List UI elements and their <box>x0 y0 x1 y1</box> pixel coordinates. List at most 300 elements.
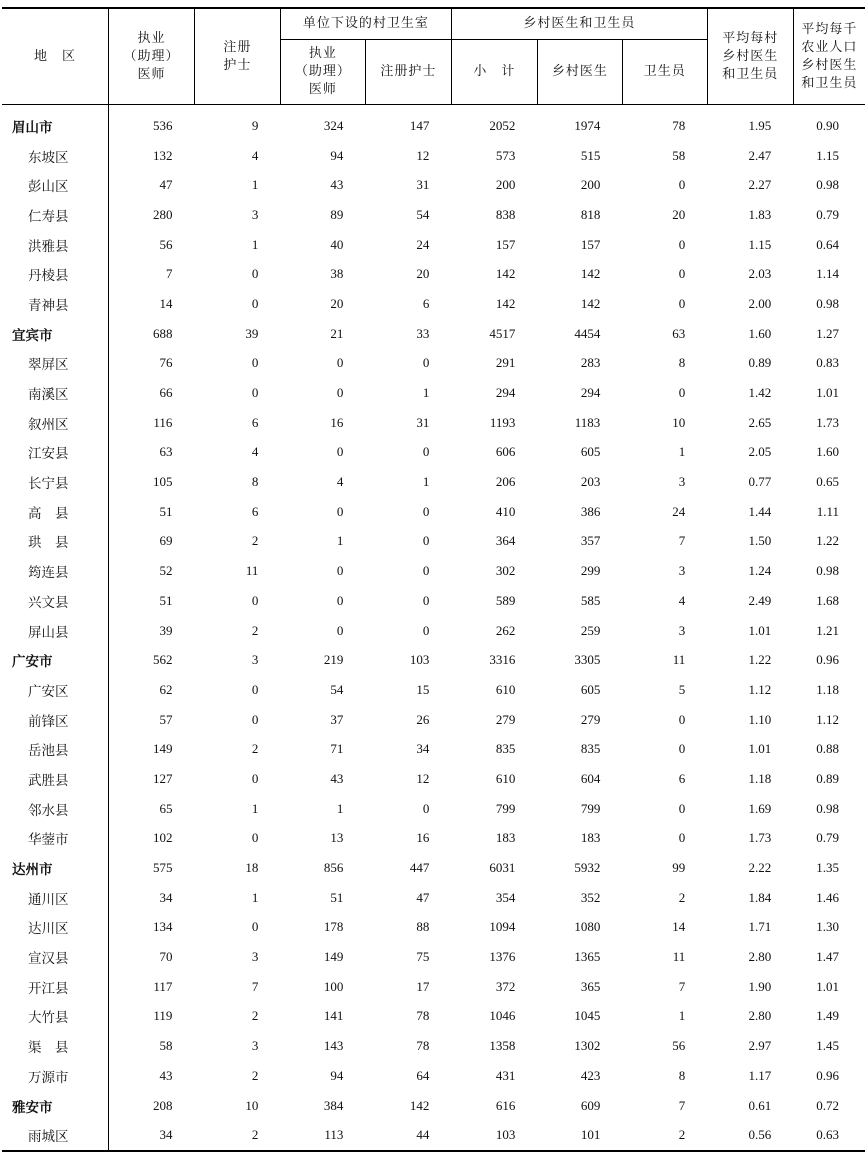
cell-village-doctors: 299 <box>580 563 601 579</box>
table-row-county <box>2 378 865 408</box>
cell-clinic-nurses: 15 <box>416 681 430 697</box>
cell-village-doctors: 1365 <box>574 949 601 965</box>
cell-doctors: 51 <box>159 592 173 608</box>
cell-health-workers: 20 <box>672 206 686 222</box>
cell-clinic-nurses: 54 <box>416 206 430 222</box>
cell-village-doctors: 259 <box>580 622 601 638</box>
header-village-clinic: 单位下设的村卫生室 <box>280 8 451 40</box>
cell-avg-per-village: 1.01 <box>748 622 772 638</box>
cell-avg-per-thousand: 1.11 <box>816 503 839 519</box>
cell-avg-per-village: 2.49 <box>748 592 772 608</box>
table-row-county <box>2 824 865 854</box>
cell-clinic-nurses: 103 <box>409 652 430 668</box>
table-row-county <box>2 1031 865 1061</box>
header-village-doctors: 乡村医生 <box>537 40 622 105</box>
header-avg-per-thousand: 平均每千 农业人口 乡村医生 和卫生员 <box>793 8 865 105</box>
cell-avg-per-village: 2.27 <box>748 177 772 193</box>
cell-health-workers: 5 <box>678 681 686 697</box>
cell-village-doctors: 585 <box>580 592 601 608</box>
cell-clinic-nurses: 147 <box>409 117 430 133</box>
cell-avg-per-village: 1.44 <box>748 503 772 519</box>
region-name-cell: 叙州区 <box>2 408 108 438</box>
table-row-county <box>2 259 865 289</box>
cell-village-doctors: 5932 <box>574 860 601 876</box>
cell-village-doctors: 357 <box>580 533 601 549</box>
cell-avg-per-thousand: 0.96 <box>816 652 839 668</box>
cell-avg-per-thousand: 1.14 <box>816 266 839 282</box>
cell-avg-per-thousand: 1.46 <box>816 889 839 905</box>
cell-clinic-doctors: 38 <box>330 266 344 282</box>
cell-health-workers: 0 <box>678 830 686 846</box>
cell-village-doctors: 818 <box>580 206 601 222</box>
header-region: 地 区 <box>2 8 108 105</box>
cell-avg-per-village: 0.56 <box>748 1127 772 1143</box>
cell-clinic-nurses: 31 <box>416 414 430 430</box>
region-name-cell: 宣汉县 <box>2 942 108 972</box>
cell-avg-per-thousand: 1.15 <box>816 147 839 163</box>
cell-avg-per-village: 2.80 <box>748 1008 772 1024</box>
table-row-county <box>2 764 865 794</box>
cell-clinic-doctors: 13 <box>330 830 344 846</box>
cell-village-doctors: 604 <box>580 770 601 786</box>
cell-clinic-nurses: 1 <box>422 474 430 490</box>
cell-subtotal: 302 <box>495 563 516 579</box>
cell-village-doctors: 283 <box>580 355 601 371</box>
table-row-county <box>2 200 865 230</box>
cell-doctors: 69 <box>159 533 173 549</box>
cell-avg-per-thousand: 0.63 <box>816 1127 839 1143</box>
cell-clinic-nurses: 26 <box>416 711 430 727</box>
cell-avg-per-village: 1.50 <box>748 533 772 549</box>
cell-clinic-nurses: 78 <box>416 1038 430 1054</box>
cell-village-doctors: 799 <box>580 800 601 816</box>
cell-health-workers: 1 <box>678 444 686 460</box>
cell-nurses: 4 <box>251 444 259 460</box>
cell-clinic-doctors: 219 <box>323 652 344 668</box>
cell-nurses: 2 <box>251 741 259 757</box>
cell-doctors: 51 <box>159 503 173 519</box>
cell-doctors: 66 <box>159 385 173 401</box>
cell-avg-per-thousand: 0.98 <box>816 295 839 311</box>
cell-health-workers: 11 <box>672 652 686 668</box>
cell-subtotal: 2052 <box>489 117 516 133</box>
cell-clinic-doctors: 100 <box>323 978 344 994</box>
cell-doctors: 132 <box>152 147 173 163</box>
cell-clinic-nurses: 24 <box>416 236 430 252</box>
cell-doctors: 105 <box>152 474 173 490</box>
cell-clinic-doctors: 54 <box>330 681 344 697</box>
table-row-county <box>2 734 865 764</box>
cell-nurses: 0 <box>251 385 259 401</box>
cell-clinic-nurses: 0 <box>422 563 430 579</box>
table-row-city <box>2 645 865 675</box>
cell-clinic-doctors: 856 <box>323 860 344 876</box>
region-name-cell: 广安市 <box>2 645 108 675</box>
cell-doctors: 134 <box>152 919 173 935</box>
table-row-county <box>2 408 865 438</box>
region-name-cell: 翠屏区 <box>2 349 108 379</box>
cell-avg-per-thousand: 1.01 <box>816 385 839 401</box>
table-body <box>2 105 865 1152</box>
cell-doctors: 688 <box>152 325 173 341</box>
cell-village-doctors: 3305 <box>574 652 601 668</box>
cell-clinic-doctors: 94 <box>330 1067 344 1083</box>
table-row-county <box>2 141 865 171</box>
table-header <box>2 8 865 105</box>
cell-health-workers: 63 <box>672 325 686 341</box>
cell-clinic-nurses: 88 <box>416 919 430 935</box>
cell-clinic-nurses: 64 <box>416 1067 430 1083</box>
cell-health-workers: 56 <box>672 1038 686 1054</box>
cell-health-workers: 7 <box>678 1097 686 1113</box>
cell-nurses: 11 <box>245 563 259 579</box>
cell-clinic-nurses: 33 <box>416 325 430 341</box>
cell-nurses: 0 <box>251 355 259 371</box>
cell-doctors: 102 <box>152 830 173 846</box>
cell-clinic-doctors: 37 <box>330 711 344 727</box>
cell-nurses: 0 <box>251 592 259 608</box>
cell-nurses: 6 <box>251 414 259 430</box>
cell-avg-per-thousand: 1.47 <box>816 949 839 965</box>
health-personnel-table <box>2 7 865 1152</box>
cell-avg-per-thousand: 0.98 <box>816 800 839 816</box>
cell-village-doctors: 1080 <box>574 919 601 935</box>
region-name-cell: 江安县 <box>2 438 108 468</box>
table-row-county <box>2 883 865 913</box>
table-row-county <box>2 527 865 557</box>
table-row-county <box>2 289 865 319</box>
cell-clinic-doctors: 0 <box>336 592 344 608</box>
cell-nurses: 0 <box>251 830 259 846</box>
cell-clinic-nurses: 142 <box>409 1097 430 1113</box>
cell-health-workers: 2 <box>678 1127 686 1143</box>
cell-health-workers: 0 <box>678 266 686 282</box>
cell-avg-per-village: 2.47 <box>748 147 772 163</box>
cell-nurses: 0 <box>251 681 259 697</box>
cell-clinic-doctors: 324 <box>323 117 344 133</box>
cell-clinic-doctors: 4 <box>336 474 344 490</box>
cell-avg-per-thousand: 1.49 <box>816 1008 839 1024</box>
cell-avg-per-thousand: 1.30 <box>816 919 839 935</box>
cell-health-workers: 0 <box>678 236 686 252</box>
cell-nurses: 0 <box>251 295 259 311</box>
cell-avg-per-thousand: 1.18 <box>816 681 839 697</box>
cell-nurses: 10 <box>245 1097 259 1113</box>
cell-clinic-nurses: 78 <box>416 1008 430 1024</box>
cell-village-doctors: 386 <box>580 503 601 519</box>
cell-health-workers: 3 <box>678 563 686 579</box>
cell-health-workers: 58 <box>672 147 686 163</box>
cell-subtotal: 3316 <box>489 652 516 668</box>
table-row-county <box>2 913 865 943</box>
table-row-county <box>2 794 865 824</box>
cell-village-doctors: 142 <box>580 295 601 311</box>
cell-subtotal: 279 <box>495 711 516 727</box>
cell-clinic-doctors: 20 <box>330 295 344 311</box>
cell-doctors: 63 <box>159 444 173 460</box>
cell-doctors: 536 <box>152 117 173 133</box>
cell-health-workers: 99 <box>672 860 686 876</box>
table-row-county <box>2 467 865 497</box>
table-row-city <box>2 1091 865 1121</box>
cell-subtotal: 1376 <box>489 949 516 965</box>
cell-doctors: 149 <box>152 741 173 757</box>
cell-nurses: 1 <box>251 800 259 816</box>
region-name-cell: 长宁县 <box>2 467 108 497</box>
cell-clinic-doctors: 0 <box>336 385 344 401</box>
cell-doctors: 43 <box>159 1067 173 1083</box>
region-name-cell: 青神县 <box>2 289 108 319</box>
region-name-cell: 雅安市 <box>2 1091 108 1121</box>
cell-avg-per-thousand: 1.68 <box>816 592 839 608</box>
cell-health-workers: 7 <box>678 978 686 994</box>
cell-avg-per-village: 1.73 <box>748 830 772 846</box>
cell-nurses: 0 <box>251 919 259 935</box>
cell-nurses: 8 <box>251 474 259 490</box>
cell-health-workers: 0 <box>678 711 686 727</box>
cell-doctors: 47 <box>159 177 173 193</box>
cell-avg-per-thousand: 0.88 <box>816 741 839 757</box>
cell-nurses: 0 <box>251 266 259 282</box>
header-nurses: 注册 护士 <box>194 8 280 105</box>
table-row-county <box>2 349 865 379</box>
cell-village-doctors: 605 <box>580 681 601 697</box>
cell-clinic-doctors: 51 <box>330 889 344 905</box>
region-name-cell: 兴文县 <box>2 586 108 616</box>
cell-clinic-nurses: 0 <box>422 503 430 519</box>
cell-avg-per-thousand: 0.89 <box>816 770 839 786</box>
cell-village-doctors: 1974 <box>574 117 601 133</box>
table-row-county <box>2 675 865 705</box>
cell-avg-per-village: 1.10 <box>748 711 772 727</box>
cell-clinic-doctors: 43 <box>330 177 344 193</box>
cell-subtotal: 200 <box>495 177 516 193</box>
cell-village-doctors: 101 <box>580 1127 601 1143</box>
cell-doctors: 62 <box>159 681 173 697</box>
cell-doctors: 76 <box>159 355 173 371</box>
cell-subtotal: 157 <box>495 236 516 252</box>
cell-subtotal: 4517 <box>489 325 516 341</box>
cell-clinic-doctors: 384 <box>323 1097 344 1113</box>
cell-doctors: 7 <box>165 266 173 282</box>
cell-subtotal: 294 <box>495 385 516 401</box>
cell-health-workers: 24 <box>672 503 686 519</box>
cell-subtotal: 431 <box>495 1067 516 1083</box>
cell-health-workers: 1 <box>678 1008 686 1024</box>
cell-health-workers: 2 <box>678 889 686 905</box>
cell-nurses: 1 <box>251 236 259 252</box>
cell-avg-per-village: 2.00 <box>748 295 772 311</box>
region-name-cell: 前锋区 <box>2 705 108 735</box>
cell-clinic-nurses: 1 <box>422 385 430 401</box>
cell-village-doctors: 4454 <box>574 325 601 341</box>
cell-village-doctors: 1183 <box>574 414 601 430</box>
cell-doctors: 65 <box>159 800 173 816</box>
cell-health-workers: 0 <box>678 295 686 311</box>
table-row-city <box>2 319 865 349</box>
region-name-cell: 大竹县 <box>2 1002 108 1032</box>
region-name-cell: 珙 县 <box>2 527 108 557</box>
cell-village-doctors: 157 <box>580 236 601 252</box>
cell-clinic-doctors: 113 <box>324 1127 344 1143</box>
cell-doctors: 127 <box>152 770 173 786</box>
cell-clinic-doctors: 143 <box>323 1038 344 1054</box>
cell-avg-per-village: 1.01 <box>748 741 772 757</box>
header-subtotal: 小 计 <box>451 40 537 105</box>
cell-clinic-doctors: 1 <box>336 533 344 549</box>
cell-subtotal: 799 <box>495 800 516 816</box>
statistics-table-container <box>0 7 867 1152</box>
cell-subtotal: 183 <box>495 830 516 846</box>
cell-subtotal: 573 <box>495 147 516 163</box>
cell-avg-per-thousand: 0.79 <box>816 830 839 846</box>
cell-avg-per-thousand: 0.64 <box>816 236 839 252</box>
cell-avg-per-village: 1.12 <box>748 681 772 697</box>
cell-doctors: 562 <box>152 652 173 668</box>
cell-nurses: 3 <box>251 949 259 965</box>
cell-subtotal: 291 <box>495 355 516 371</box>
cell-clinic-doctors: 0 <box>336 563 344 579</box>
cell-avg-per-thousand: 0.98 <box>816 563 839 579</box>
cell-clinic-doctors: 21 <box>330 325 344 341</box>
cell-clinic-nurses: 12 <box>416 770 430 786</box>
cell-avg-per-village: 1.42 <box>748 385 772 401</box>
cell-subtotal: 262 <box>495 622 516 638</box>
table-row-county <box>2 1120 865 1151</box>
cell-avg-per-thousand: 1.45 <box>816 1038 839 1054</box>
cell-nurses: 2 <box>251 1067 259 1083</box>
cell-nurses: 9 <box>251 117 259 133</box>
cell-avg-per-thousand: 1.01 <box>816 978 839 994</box>
cell-subtotal: 103 <box>495 1127 516 1143</box>
region-name-cell: 通川区 <box>2 883 108 913</box>
cell-clinic-nurses: 0 <box>422 592 430 608</box>
cell-nurses: 2 <box>251 622 259 638</box>
cell-nurses: 2 <box>251 1008 259 1024</box>
cell-subtotal: 6031 <box>489 860 516 876</box>
cell-nurses: 2 <box>251 1127 259 1143</box>
cell-avg-per-village: 2.22 <box>748 860 772 876</box>
cell-clinic-nurses: 17 <box>416 978 430 994</box>
cell-clinic-nurses: 0 <box>422 355 430 371</box>
cell-doctors: 116 <box>153 414 173 430</box>
cell-doctors: 39 <box>159 622 173 638</box>
cell-nurses: 3 <box>251 1038 259 1054</box>
region-name-cell: 南溪区 <box>2 378 108 408</box>
cell-health-workers: 78 <box>672 117 686 133</box>
cell-subtotal: 1193 <box>489 414 516 430</box>
table-row-county <box>2 1002 865 1032</box>
cell-health-workers: 3 <box>678 622 686 638</box>
cell-clinic-doctors: 0 <box>336 444 344 460</box>
table-row-county <box>2 972 865 1002</box>
region-name-cell: 屏山县 <box>2 616 108 646</box>
cell-nurses: 3 <box>251 206 259 222</box>
cell-subtotal: 1094 <box>489 919 516 935</box>
region-name-cell: 筠连县 <box>2 556 108 586</box>
cell-village-doctors: 142 <box>580 266 601 282</box>
cell-avg-per-village: 1.24 <box>748 563 772 579</box>
cell-subtotal: 610 <box>495 681 516 697</box>
cell-doctors: 52 <box>159 563 173 579</box>
cell-subtotal: 364 <box>495 533 516 549</box>
region-name-cell: 渠 县 <box>2 1031 108 1061</box>
cell-avg-per-thousand: 1.12 <box>816 711 839 727</box>
cell-health-workers: 0 <box>678 800 686 816</box>
header-avg-per-village: 平均每村 乡村医生 和卫生员 <box>707 8 793 105</box>
table-row-county <box>2 497 865 527</box>
cell-avg-per-thousand: 0.72 <box>816 1097 839 1113</box>
cell-subtotal: 606 <box>495 444 516 460</box>
cell-health-workers: 14 <box>672 919 686 935</box>
cell-avg-per-thousand: 1.21 <box>816 622 839 638</box>
cell-village-doctors: 294 <box>580 385 601 401</box>
cell-village-doctors: 605 <box>580 444 601 460</box>
cell-avg-per-village: 1.69 <box>748 800 772 816</box>
table-row-county <box>2 942 865 972</box>
cell-doctors: 58 <box>159 1038 173 1054</box>
header-clinic-doctors: 执业 （助理） 医师 <box>280 40 365 105</box>
cell-subtotal: 835 <box>495 741 516 757</box>
cell-village-doctors: 352 <box>580 889 601 905</box>
region-name-cell: 眉山市 <box>2 105 108 141</box>
cell-doctors: 280 <box>152 206 173 222</box>
cell-avg-per-village: 1.60 <box>748 325 772 341</box>
cell-clinic-doctors: 89 <box>330 206 344 222</box>
cell-clinic-nurses: 44 <box>416 1127 430 1143</box>
cell-doctors: 14 <box>159 295 173 311</box>
cell-avg-per-thousand: 0.98 <box>816 177 839 193</box>
cell-clinic-doctors: 141 <box>323 1008 344 1024</box>
cell-doctors: 208 <box>152 1097 173 1113</box>
cell-subtotal: 142 <box>495 266 516 282</box>
region-name-cell: 邻水县 <box>2 794 108 824</box>
cell-subtotal: 616 <box>495 1097 516 1113</box>
cell-clinic-nurses: 0 <box>422 533 430 549</box>
table-row-city <box>2 853 865 883</box>
cell-doctors: 575 <box>152 860 173 876</box>
cell-nurses: 1 <box>251 177 259 193</box>
cell-avg-per-village: 1.15 <box>748 236 772 252</box>
cell-clinic-doctors: 149 <box>323 949 344 965</box>
cell-clinic-nurses: 0 <box>422 800 430 816</box>
region-name-cell: 达州市 <box>2 853 108 883</box>
cell-health-workers: 0 <box>678 177 686 193</box>
cell-village-doctors: 1302 <box>574 1038 601 1054</box>
cell-avg-per-village: 1.95 <box>748 117 772 133</box>
cell-avg-per-village: 1.18 <box>748 770 772 786</box>
cell-subtotal: 372 <box>495 978 516 994</box>
cell-nurses: 1 <box>251 889 259 905</box>
table-row-county <box>2 586 865 616</box>
cell-subtotal: 610 <box>495 770 516 786</box>
cell-avg-per-village: 2.03 <box>748 266 772 282</box>
cell-nurses: 39 <box>245 325 259 341</box>
region-name-cell: 东坡区 <box>2 141 108 171</box>
cell-avg-per-thousand: 1.22 <box>816 533 839 549</box>
cell-village-doctors: 183 <box>580 830 601 846</box>
region-name-cell: 高 县 <box>2 497 108 527</box>
cell-avg-per-village: 2.65 <box>748 414 772 430</box>
cell-clinic-nurses: 31 <box>416 177 430 193</box>
table-row-county <box>2 230 865 260</box>
cell-avg-per-village: 0.77 <box>748 474 772 490</box>
cell-avg-per-thousand: 0.96 <box>816 1067 839 1083</box>
cell-clinic-nurses: 47 <box>416 889 430 905</box>
cell-doctors: 56 <box>159 236 173 252</box>
cell-clinic-doctors: 94 <box>330 147 344 163</box>
region-name-cell: 华蓥市 <box>2 824 108 854</box>
